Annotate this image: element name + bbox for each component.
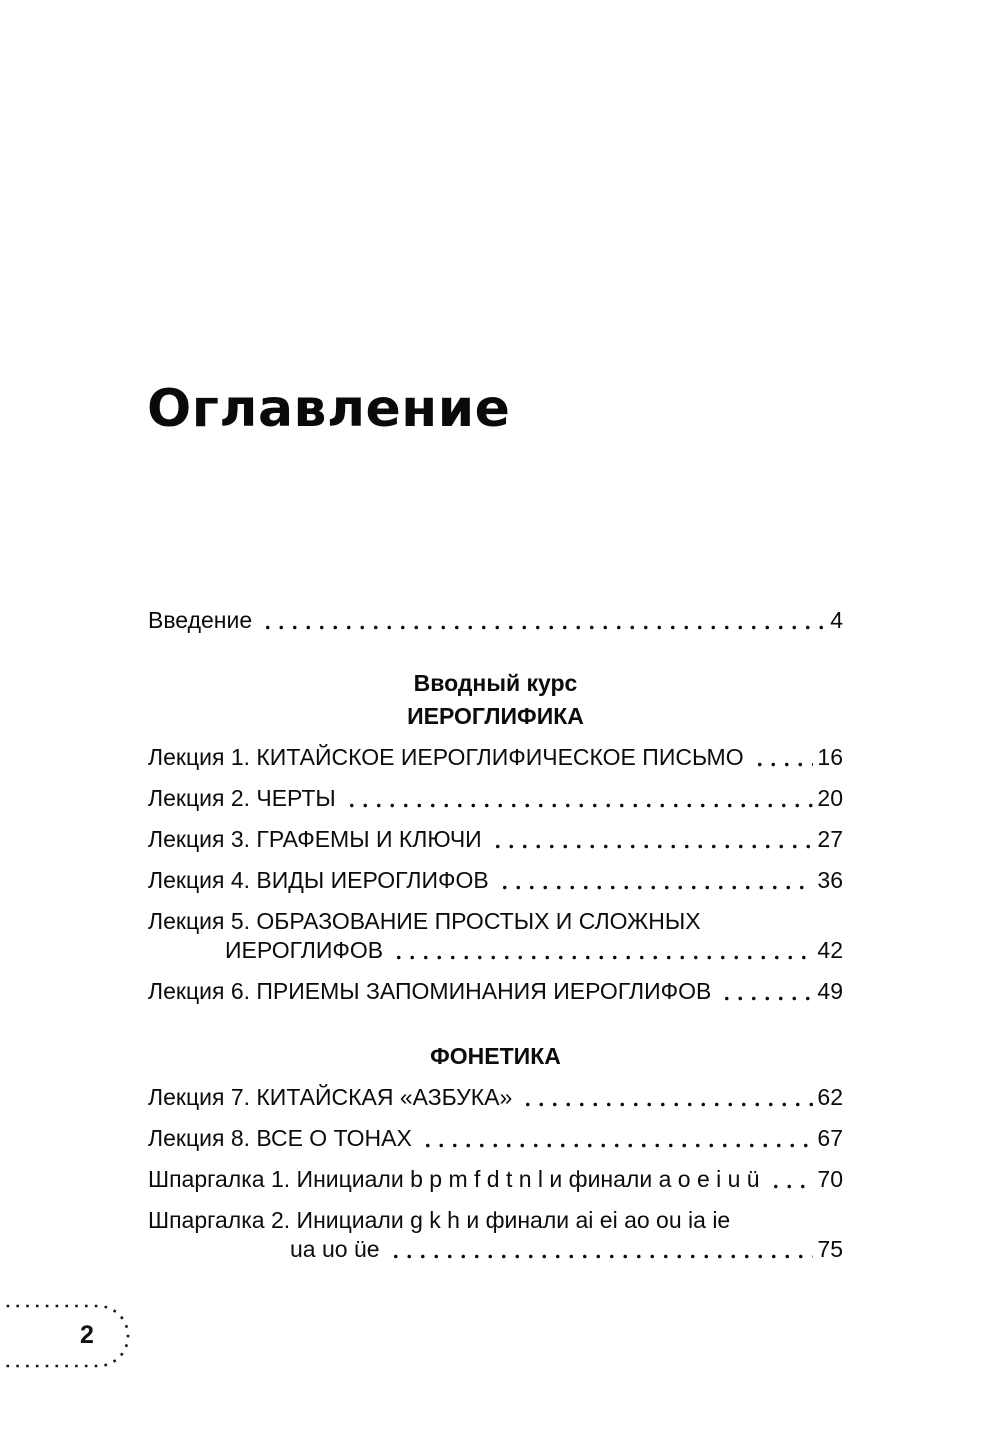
toc-entry-label: Лекция 4. ВИДЫ ИЕРОГЛИФОВ [148,867,489,893]
dot-leader [717,977,813,1006]
toc-entry [148,743,843,772]
toc-entry-label: ua uo üe [290,1236,380,1262]
toc-page-number: 16 [817,744,843,770]
toc-entry [148,907,843,936]
toc-entry-label: ИЕРОГЛИФОВ [225,937,384,963]
toc-page-number: 62 [817,1084,843,1110]
toc-entry-label: Введение [148,607,253,633]
dot-leader [389,936,813,965]
toc-entry-label: Лекция 2. ЧЕРТЫ [148,785,336,811]
dot-leader [518,1083,813,1112]
page-title: Оглавление [147,379,511,439]
toc-page-number: 67 [817,1125,843,1151]
toc-page-number: 49 [817,978,843,1004]
badge-dotted-outline [0,1302,134,1370]
toc-entry-label: Лекция 1. КИТАЙСКОЕ ИЕРОГЛИФИЧЕСКОЕ ПИСЬМО [148,744,744,770]
toc-entry [148,1124,843,1153]
toc-page-number: 20 [817,785,843,811]
toc-entry-continuation [148,936,843,965]
toc-page-number: 27 [817,826,843,852]
toc-entry-label: Шпаргалка 2. Инициали g k h и финали ai ei ao ou ia ie [148,1207,731,1233]
dot-leader [766,1165,814,1194]
toc-page-number: 36 [817,867,843,893]
toc-entry-label: Лекция 7. КИТАЙСКАЯ «АЗБУКА» [148,1084,513,1110]
toc-entry-label: Шпаргалка 1. Инициали b p m f d t n l и финали a o e i u ü [148,1166,760,1192]
table-of-contents [148,606,843,1276]
toc-entry-label: Лекция 6. ПРИЕМЫ ЗАПОМИНАНИЯ ИЕРОГЛИФОВ [148,978,712,1004]
page-number-badge [0,1302,134,1370]
toc-entry [148,1083,843,1112]
toc-entry-label: Лекция 5. ОБРАЗОВАНИЕ ПРОСТЫХ И СЛОЖНЫХ [148,908,701,934]
dot-leader [495,866,814,895]
section-heading: Вводный курс [413,670,578,696]
toc-page-number: 70 [817,1166,843,1192]
section-heading: ИЕРОГЛИФИКА [407,703,584,729]
dot-leader [386,1235,814,1264]
toc-entry [148,977,843,1006]
dot-leader [342,784,814,813]
dot-leader [418,1124,814,1153]
toc-entry [148,1165,843,1194]
page-number: 2 [80,1321,94,1349]
toc-page-number: 4 [830,607,843,633]
toc-page-number: 75 [817,1236,843,1262]
dot-leader [258,606,826,635]
dot-leader [750,743,814,772]
toc-entry [148,784,843,813]
toc-entry-label: Лекция 3. ГРАФЕМЫ И КЛЮЧИ [148,826,482,852]
toc-entry [148,1206,843,1235]
toc-entry-label: Лекция 8. ВСЕ О ТОНАХ [148,1125,412,1151]
section-heading: ФОНЕТИКА [430,1043,561,1069]
toc-page-number: 42 [817,937,843,963]
toc-entry [148,606,843,635]
toc-entry-continuation [148,1235,843,1264]
toc-entry [148,825,843,854]
toc-entry [148,866,843,895]
dot-leader [488,825,814,854]
